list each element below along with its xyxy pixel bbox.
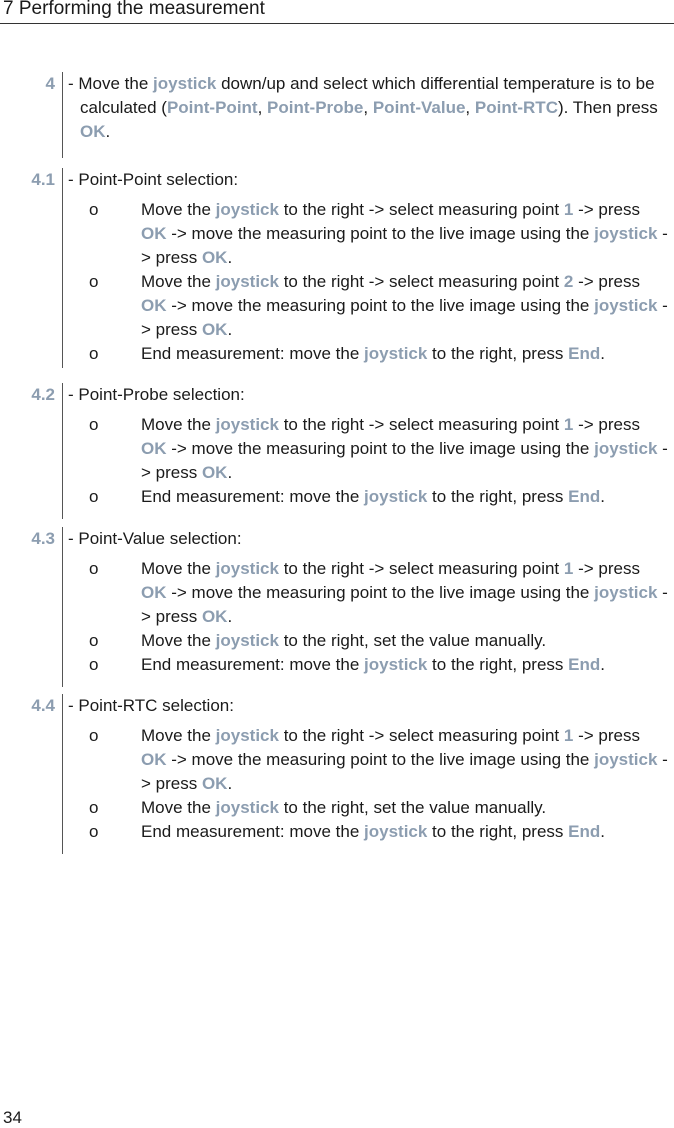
ui-term: joystick: [153, 74, 217, 93]
ui-term: OK: [201, 463, 228, 482]
text-run: -> press: [141, 583, 668, 626]
ui-term: joystick: [594, 583, 658, 602]
text-run: down/up and select which differential temperature is to be calculated (: [80, 74, 655, 117]
ui-term: joystick: [364, 822, 428, 841]
text-run: .: [600, 655, 605, 674]
step-body: [68, 383, 668, 509]
step-divider: [62, 694, 63, 854]
ui-term: OK: [80, 122, 106, 141]
step-number: 4.4: [31, 696, 55, 715]
text-run: to the right, set the value manually.: [278, 631, 547, 650]
ui-term: joystick: [594, 750, 658, 769]
bullet-icon: o: [89, 272, 99, 291]
text-run: Move the: [141, 726, 216, 745]
ui-term: OK: [201, 248, 228, 267]
list-item: [68, 724, 668, 796]
page-number: 34: [3, 1108, 22, 1127]
bullet-list: [68, 724, 668, 844]
text-run: to the right -> select measuring point: [278, 272, 564, 291]
text-run: -> press: [573, 272, 640, 291]
ui-term: End: [568, 487, 601, 506]
step-number: 4.1: [31, 170, 55, 189]
text-run: .: [227, 463, 233, 482]
ui-term: OK: [141, 439, 167, 458]
text-run: to the right -> select measuring point: [278, 200, 564, 219]
ui-term: 1: [563, 415, 574, 434]
step-divider: [62, 383, 63, 519]
ui-term: OK: [201, 320, 228, 339]
text-run: End measurement: move the: [141, 822, 365, 841]
text-run: .: [105, 122, 111, 141]
ui-term: OK: [141, 750, 167, 769]
step-divider: [62, 168, 63, 368]
text-run: - Point-Value selection:: [68, 529, 242, 548]
header-title: 7 Performing the measurement: [3, 0, 265, 19]
text-run: -> move the measuring point to the live image using the: [166, 224, 595, 243]
ui-term: OK: [141, 583, 167, 602]
text-run: .: [227, 248, 233, 267]
text-run: to the right, press: [427, 822, 569, 841]
ui-term: joystick: [215, 415, 279, 434]
text-run: .: [227, 320, 233, 339]
text-run: ,: [257, 98, 268, 117]
list-item: [68, 270, 668, 342]
list-item: [68, 629, 668, 653]
text-run: .: [600, 344, 605, 363]
text-run: to the right -> select measuring point: [278, 726, 564, 745]
step-intro: [68, 383, 668, 407]
ui-term: joystick: [215, 559, 279, 578]
text-run: -> move the measuring point to the live image using the: [166, 583, 595, 602]
ui-term: joystick: [215, 272, 279, 291]
text-run: Move the: [141, 272, 216, 291]
list-item: [68, 342, 668, 366]
ui-term: Point-Probe: [267, 98, 364, 117]
step-number: 4.3: [31, 529, 55, 548]
bullet-list: [68, 557, 668, 677]
ui-term: joystick: [594, 296, 658, 315]
text-run: .: [600, 487, 605, 506]
ui-term: joystick: [364, 344, 428, 363]
ui-term: joystick: [215, 631, 279, 650]
ui-term: End: [568, 822, 601, 841]
step-number: 4: [45, 74, 55, 93]
ui-term: Point-Value: [372, 98, 466, 117]
step-number: 4.2: [31, 385, 55, 404]
text-run: - Point-Probe selection:: [68, 385, 245, 404]
ui-term: End: [568, 655, 601, 674]
ui-term: 1: [563, 726, 574, 745]
bullet-icon: o: [89, 415, 99, 434]
bullet-icon: o: [89, 655, 99, 674]
ui-term: joystick: [215, 798, 279, 817]
text-run: Move the: [141, 559, 216, 578]
text-run: ,: [363, 98, 373, 117]
text-run: -> press: [141, 296, 668, 339]
step-intro: [68, 527, 668, 551]
ui-term: joystick: [215, 200, 279, 219]
text-run: Move the: [141, 631, 216, 650]
ui-term: joystick: [594, 439, 658, 458]
text-run: - Point-RTC selection:: [68, 696, 234, 715]
text-run: - Move the: [68, 74, 154, 93]
bullet-icon: o: [89, 559, 99, 578]
bullet-icon: o: [89, 487, 99, 506]
text-run: Move the: [141, 415, 216, 434]
text-run: Move the: [141, 200, 216, 219]
step-body: [68, 72, 668, 144]
list-item: [68, 485, 668, 509]
text-run: -> press: [573, 200, 640, 219]
step-body: [68, 168, 668, 366]
step-divider: [62, 72, 63, 158]
ui-term: OK: [201, 607, 228, 626]
text-run: to the right, press: [427, 344, 569, 363]
ui-term: End: [568, 344, 601, 363]
list-item: [68, 820, 668, 844]
ui-term: Point-Point: [166, 98, 258, 117]
text-run: -> press: [141, 439, 668, 482]
text-run: to the right, press: [427, 655, 569, 674]
text-run: .: [227, 607, 233, 626]
text-run: End measurement: move the: [141, 487, 365, 506]
ui-term: OK: [201, 774, 228, 793]
bullet-icon: o: [89, 726, 99, 745]
text-run: to the right -> select measuring point: [278, 415, 564, 434]
text-run: End measurement: move the: [141, 344, 365, 363]
text-run: -> press: [141, 224, 668, 267]
list-item: [68, 796, 668, 820]
bullet-icon: o: [89, 822, 99, 841]
text-run: ,: [465, 98, 475, 117]
list-item: [68, 198, 668, 270]
text-run: .: [227, 774, 233, 793]
step-body: [68, 694, 668, 844]
text-run: -> press: [141, 750, 668, 793]
bullet-icon: o: [89, 344, 99, 363]
bullet-list: [68, 198, 668, 366]
bullet-list: [68, 413, 668, 509]
list-item: [68, 557, 668, 629]
ui-term: 1: [563, 559, 574, 578]
text-run: ). Then press: [557, 98, 658, 117]
ui-term: OK: [141, 224, 167, 243]
bullet-icon: o: [89, 798, 99, 817]
bullet-icon: o: [89, 631, 99, 650]
step-intro: [68, 168, 668, 192]
ui-term: joystick: [364, 655, 428, 674]
ui-term: joystick: [364, 487, 428, 506]
ui-term: joystick: [594, 224, 658, 243]
text-run: -> move the measuring point to the live image using the: [166, 439, 595, 458]
ui-term: joystick: [215, 726, 279, 745]
text-run: .: [600, 822, 605, 841]
text-run: -> press: [573, 559, 640, 578]
step-intro: [68, 72, 668, 144]
text-run: to the right, set the value manually.: [278, 798, 547, 817]
text-run: to the right -> select measuring point: [278, 559, 564, 578]
ui-term: OK: [141, 296, 167, 315]
list-item: [68, 413, 668, 485]
step-body: [68, 527, 668, 677]
text-run: -> press: [573, 726, 640, 745]
text-run: -> move the measuring point to the live image using the: [166, 750, 595, 769]
text-run: - Point-Point selection:: [68, 170, 239, 189]
text-run: End measurement: move the: [141, 655, 365, 674]
text-run: Move the: [141, 798, 216, 817]
list-item: [68, 653, 668, 677]
text-run: -> press: [573, 415, 640, 434]
ui-term: 1: [563, 200, 574, 219]
ui-term: 2: [563, 272, 574, 291]
step-intro: [68, 694, 668, 718]
bullet-icon: o: [89, 200, 99, 219]
ui-term: Point-RTC: [474, 98, 558, 117]
step-divider: [62, 527, 63, 687]
page-header: [0, 0, 674, 24]
text-run: -> move the measuring point to the live image using the: [166, 296, 595, 315]
text-run: to the right, press: [427, 487, 569, 506]
